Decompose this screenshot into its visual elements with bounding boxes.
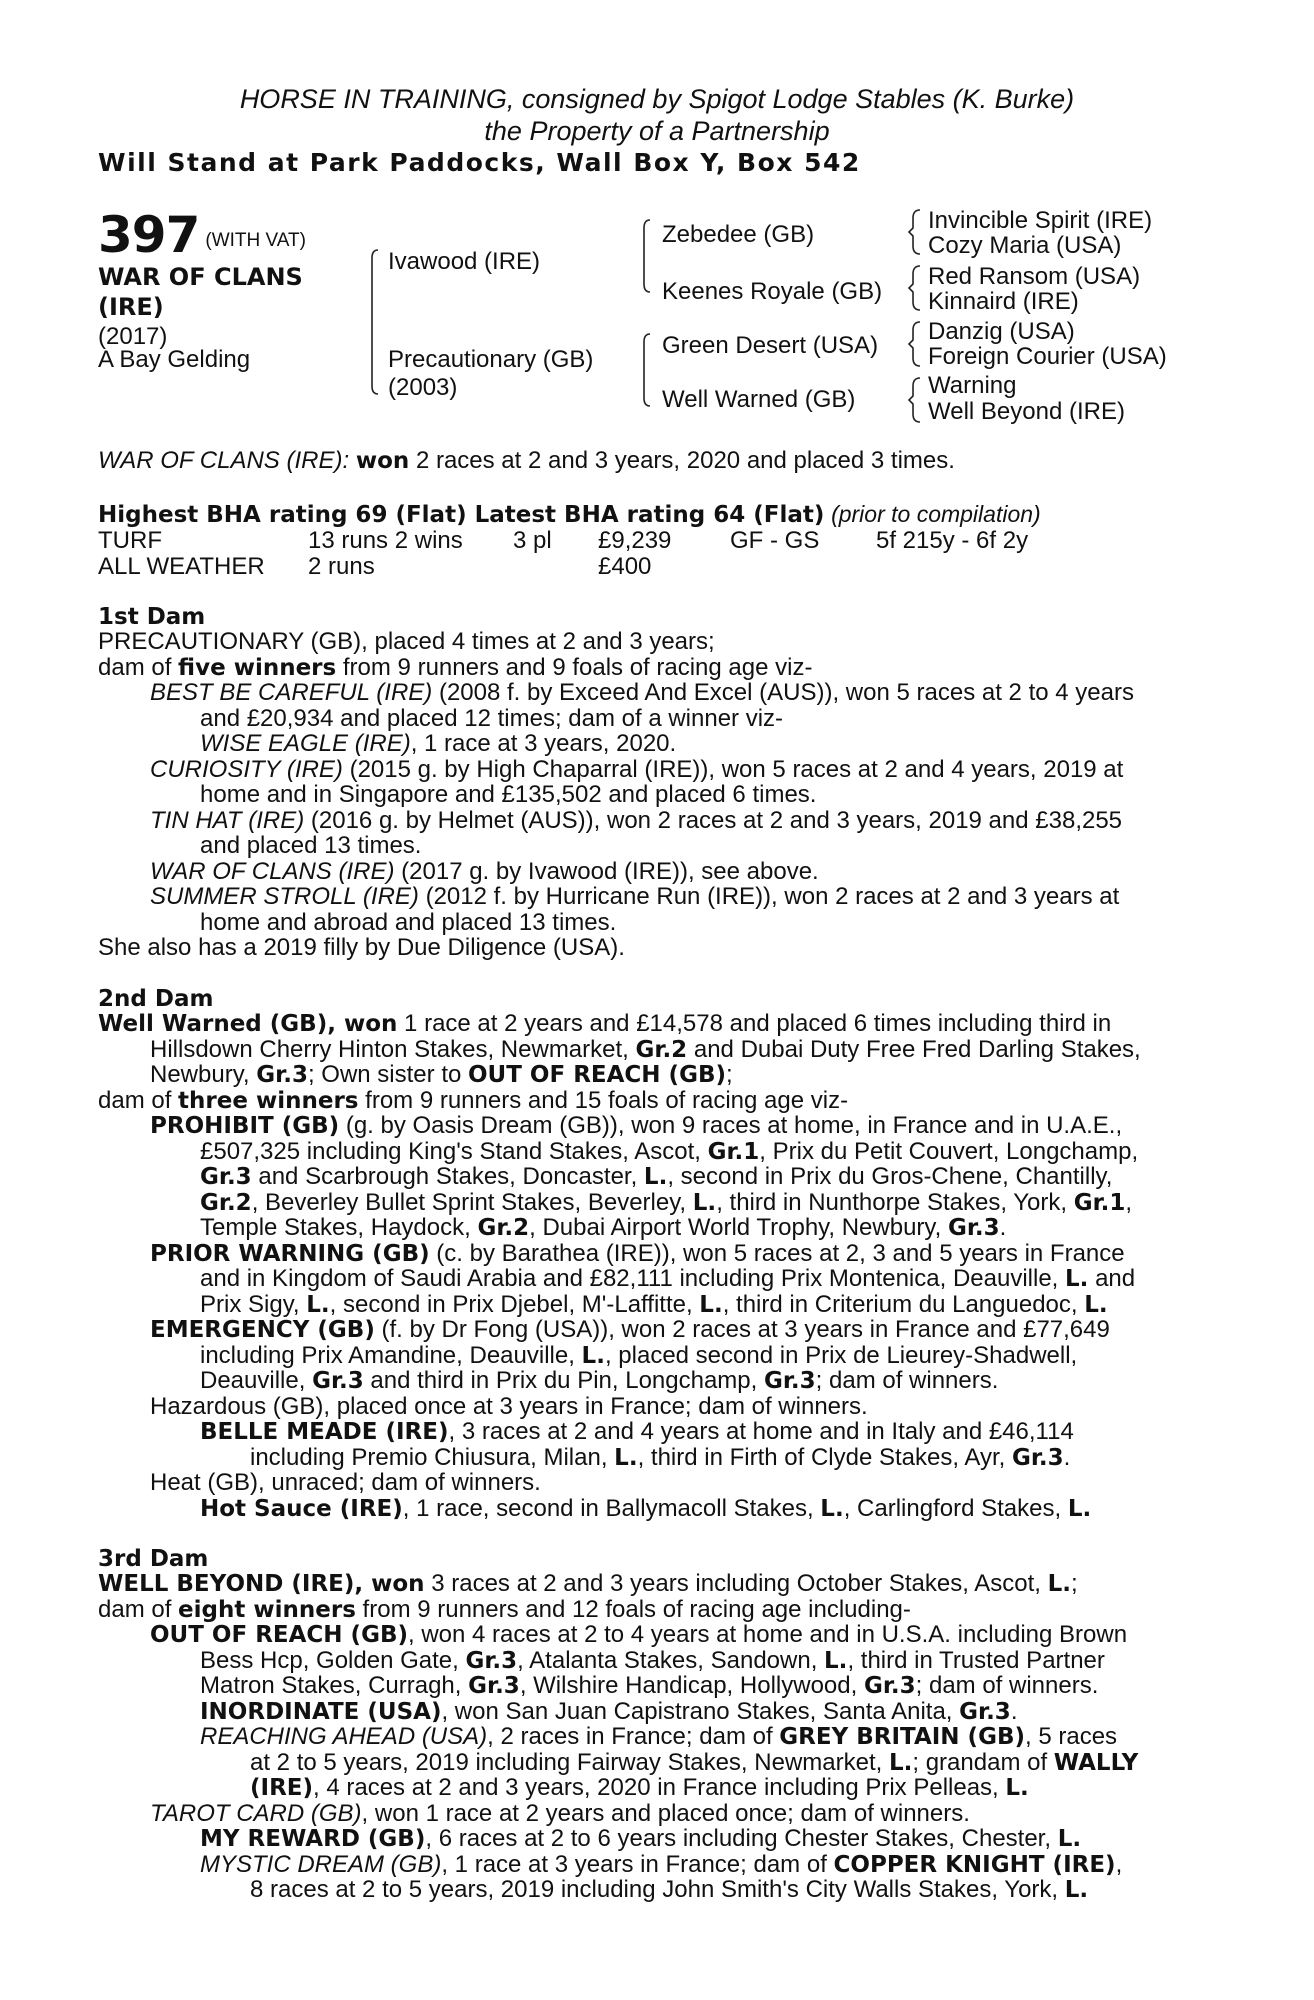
second-dam-heading: 2nd Dam <box>98 986 214 1012</box>
pedigree-sire-dam: Keenes Royale (GB) <box>662 278 883 305</box>
first-dam-produce: dam of five winners from 9 runners and 9 foals of racing age viz- <box>98 654 813 681</box>
produce-prior-warning-l2: and in Kingdom of Saudi Arabia and £82,111 including Prix Montenica, Deauville, L. and <box>200 1265 1136 1292</box>
third-dam-heading: 3rd Dam <box>98 1546 209 1572</box>
bha-ratings: Highest BHA rating 69 (Flat) Latest BHA rating 64 (Flat) (prior to compilation) <box>98 501 1041 528</box>
lot-number-block <box>98 206 306 264</box>
third-dam-produce: dam of eight winners from 9 runners and 12 foals of racing age including- <box>98 1596 911 1623</box>
produce-wise-eagle: WISE EAGLE (IRE), 1 race at 3 years, 2020. <box>200 730 677 757</box>
produce-out-of-reach: OUT OF REACH (GB), won 4 races at 2 to 4 years at home and in U.S.A. including Brown <box>150 1621 1128 1648</box>
horse-description: A Bay Gelding <box>98 346 251 373</box>
third-dam-line1: WELL BEYOND (IRE), won 3 races at 2 and 3 years including October Stakes, Ascot, L.; <box>98 1570 1078 1597</box>
second-dam-line2: Hillsdown Cherry Hinton Stakes, Newmarket, Gr.2 and Dubai Duty Free Fred Darling Stakes, <box>150 1036 1141 1063</box>
perf-aw-runs: 2 runs <box>308 553 375 580</box>
pedigree-bracket-sire <box>640 218 652 294</box>
produce-reaching-ahead-l3: (IRE), 4 races at 2 and 3 years, 2020 in France including Prix Pelleas, L. <box>250 1774 1029 1801</box>
produce-mystic-dream: MYSTIC DREAM (GB), 1 race at 3 years in France; dam of COPPER KNIGHT (IRE), <box>200 1851 1123 1878</box>
pedigree-g3-6: Foreign Courier (USA) <box>928 343 1167 370</box>
catalogue-header-consignor: HORSE IN TRAINING, consigned by Spigot Lodge Stables (K. Burke) <box>239 84 1075 114</box>
perf-turf-going: GF - GS <box>730 527 820 554</box>
produce-out-of-reach-l3: Matron Stakes, Curragh, Gr.3, Wilshire Handicap, Hollywood, Gr.3; dam of winners. <box>200 1672 1099 1699</box>
produce-emergency-l2: including Prix Amandine, Deauville, L., placed second in Prix de Lieurey-Shadwell, <box>200 1342 1078 1369</box>
first-dam-line: PRECAUTIONARY (GB), placed 4 times at 2 and 3 years; <box>98 628 715 655</box>
perf-aw-money: £400 <box>598 553 652 580</box>
pedigree-dam-dam: Well Warned (GB) <box>662 386 856 413</box>
produce-belle-meade-l2: including Premio Chiusura, Milan, L., third in Firth of Clyde Stakes, Ayr, Gr.3. <box>250 1444 1071 1471</box>
pedigree-dam: Precautionary (GB) <box>388 346 594 373</box>
pedigree-bracket-gen1 <box>368 248 380 396</box>
produce-summer-stroll: SUMMER STROLL (IRE) (2012 f. by Hurricane Run (IRE)), won 2 races at 2 and 3 years at <box>150 883 1120 910</box>
produce-inordinate: INORDINATE (USA), won San Juan Capistrano Stakes, Santa Anita, Gr.3. <box>200 1698 1018 1725</box>
produce-prohibit-l3: Gr.3 and Scarbrough Stakes, Doncaster, L., second in Prix du Gros-Chene, Chantilly, <box>200 1163 1113 1190</box>
pedigree-g3-3: Red Ransom (USA) <box>928 263 1141 290</box>
produce-curiosity-cont: home and in Singapore and £135,502 and placed 6 times. <box>200 781 817 808</box>
produce-prior-warning: PRIOR WARNING (GB) (c. by Barathea (IRE)), won 5 races at 2, 3 and 5 years in France <box>150 1240 1125 1267</box>
pedigree-g3-2: Cozy Maria (USA) <box>928 232 1122 259</box>
produce-best-be-careful-cont: and £20,934 and placed 12 times; dam of a winner viz- <box>200 705 784 732</box>
pedigree-sire: Ivawood (IRE) <box>388 248 541 275</box>
perf-turf-money: £9,239 <box>598 527 672 554</box>
first-dam-heading: 1st Dam <box>98 604 206 630</box>
pedigree-g3-1: Invincible Spirit (IRE) <box>928 207 1153 234</box>
pedigree-g3-8: Well Beyond (IRE) <box>928 398 1125 425</box>
second-dam-produce: dam of three winners from 9 runners and 15 foals of racing age viz- <box>98 1087 849 1114</box>
pedigree-g3-7: Warning <box>928 372 1017 399</box>
second-dam-line3: Newbury, Gr.3; Own sister to OUT OF REACH (GB); <box>150 1061 733 1088</box>
produce-curiosity: CURIOSITY (IRE) (2015 g. by High Chaparral (IRE)), won 5 races at 2 and 4 years, 2019 at <box>150 756 1124 783</box>
produce-tin-hat-cont: and placed 13 times. <box>200 832 422 859</box>
pedigree-bracket-g4 <box>908 376 922 424</box>
perf-turf-distance: 5f 215y - 6f 2y <box>876 527 1029 554</box>
produce-prior-warning-l3: Prix Sigy, L., second in Prix Djebel, M'-Laffitte, L., third in Criterium du Languedoc, L. <box>200 1291 1108 1318</box>
produce-emergency: EMERGENCY (GB) (f. by Dr Fong (USA)), won 2 races at 3 years in France and £77,649 <box>150 1316 1110 1343</box>
produce-tin-hat: TIN HAT (IRE) (2016 g. by Helmet (AUS)), won 2 races at 2 and 3 years, 2019 and £38,255 <box>150 807 1123 834</box>
horse-name: WAR OF CLANS (IRE) <box>98 263 303 321</box>
catalogue-header-stabling: Will Stand at Park Paddocks, Wall Box Y, Box 542 <box>98 148 861 177</box>
produce-prohibit-l2: £507,325 including King's Stand Stakes, Ascot, Gr.1, Prix du Petit Couvert, Longchamp, <box>200 1138 1139 1165</box>
produce-prohibit-l4: Gr.2, Beverley Bullet Sprint Stakes, Beverley, L., third in Nunthorpe Stakes, York, Gr.1, <box>200 1189 1133 1216</box>
pedigree-sire-sire: Zebedee (GB) <box>662 221 815 248</box>
perf-turf-runs: 13 runs 2 wins <box>308 527 463 554</box>
produce-hot-sauce: Hot Sauce (IRE), 1 race, second in Ballymacoll Stakes, L., Carlingford Stakes, L. <box>200 1495 1092 1522</box>
produce-war-of-clans: WAR OF CLANS (IRE) (2017 g. by Ivawood (IRE)), see above. <box>150 858 819 885</box>
first-dam-also: She also has a 2019 filly by Due Diligence (USA). <box>98 934 625 961</box>
pedigree-g3-4: Kinnaird (IRE) <box>928 288 1079 315</box>
pedigree-bracket-g3 <box>908 320 922 368</box>
produce-heat: Heat (GB), unraced; dam of winners. <box>150 1469 541 1496</box>
produce-out-of-reach-l2: Bess Hcp, Golden Gate, Gr.3, Atalanta Stakes, Sandown, L., third in Trusted Partner <box>200 1647 1105 1674</box>
pedigree-g3-5: Danzig (USA) <box>928 318 1075 345</box>
produce-summer-stroll-cont: home and abroad and placed 13 times. <box>200 909 617 936</box>
produce-hazardous: Hazardous (GB), placed once at 3 years in France; dam of winners. <box>150 1393 868 1420</box>
produce-reaching-ahead-l2: at 2 to 5 years, 2019 including Fairway Stakes, Newmarket, L.; grandam of WALLY <box>250 1749 1139 1776</box>
race-summary: WAR OF CLANS (IRE): won 2 races at 2 and 3 years, 2020 and placed 3 times. <box>98 447 955 474</box>
pedigree-bracket-g2 <box>908 264 922 312</box>
vat-note: (WITH VAT) <box>205 230 306 251</box>
produce-best-be-careful: BEST BE CAREFUL (IRE) (2008 f. by Exceed And Excel (AUS)), won 5 races at 2 to 4 years <box>150 679 1134 706</box>
produce-emergency-l3: Deauville, Gr.3 and third in Prix du Pin, Longchamp, Gr.3; dam of winners. <box>200 1367 999 1394</box>
produce-belle-meade: BELLE MEADE (IRE), 3 races at 2 and 4 years at home and in Italy and £46,114 <box>200 1418 1074 1445</box>
produce-reaching-ahead: REACHING AHEAD (USA), 2 races in France; dam of GREY BRITAIN (GB), 5 races <box>200 1723 1118 1750</box>
pedigree-bracket-dam <box>640 332 652 408</box>
produce-tarot-card: TAROT CARD (GB), won 1 race at 2 years and placed once; dam of winners. <box>150 1800 970 1827</box>
produce-prohibit: PROHIBIT (GB) (g. by Oasis Dream (GB)), won 9 races at home, in France and in U.A.E., <box>150 1112 1123 1139</box>
produce-my-reward: MY REWARD (GB), 6 races at 2 to 6 years including Chester Stakes, Chester, L. <box>200 1825 1082 1852</box>
perf-aw-label: ALL WEATHER <box>98 553 265 580</box>
perf-turf-placed: 3 pl <box>513 527 552 554</box>
pedigree-bracket-g1 <box>908 208 922 256</box>
lot-number: 397 <box>98 206 200 264</box>
second-dam-line1: Well Warned (GB), won 1 race at 2 years and £14,578 and placed 6 times including third in <box>98 1010 1112 1037</box>
pedigree-dam-year: (2003) <box>388 374 458 401</box>
perf-turf-label: TURF <box>98 527 162 554</box>
foaling-year: (2017) <box>98 323 168 350</box>
catalogue-header-property: the Property of a Partnership <box>484 116 830 146</box>
produce-mystic-dream-l2: 8 races at 2 to 5 years, 2019 including John Smith's City Walls Stakes, York, L. <box>250 1876 1089 1903</box>
pedigree-dam-sire: Green Desert (USA) <box>662 332 879 359</box>
produce-prohibit-l5: Temple Stakes, Haydock, Gr.2, Dubai Airport World Trophy, Newbury, Gr.3. <box>200 1214 1007 1241</box>
